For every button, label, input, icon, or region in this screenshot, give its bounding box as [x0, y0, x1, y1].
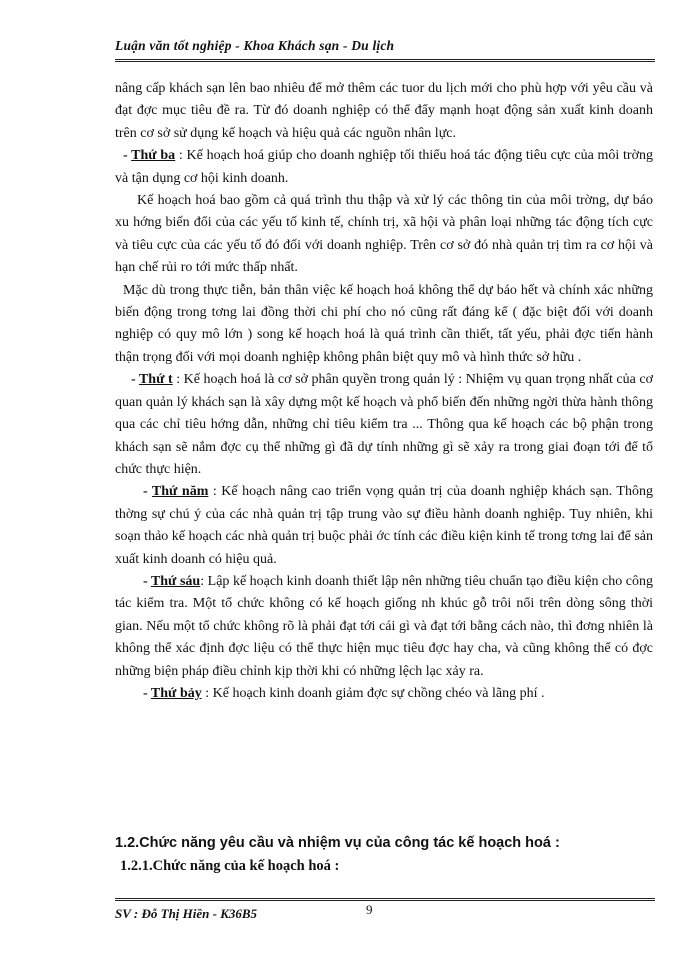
- ordinal-label: Thứ bảy: [150, 685, 202, 701]
- footer-rule: [115, 898, 655, 899]
- paragraph: [115, 190, 653, 280]
- paragraph: [115, 78, 653, 145]
- paragraph-text: : Kế hoạch nâng cao triển vọng quản trị của doanh nghiệp khách sạn. Thông thờng sự chú ý của các nhà quản trị tập trung vào sự điều hành doanh nghiệp. Tuy nhiên, khi soạn thảo kế hoạch các nhà quản trị buộc phải ớc tính các điều kiện kinh tế trong tơng lai để sản xuất kinh doanh có hiệu quả.: [115, 484, 653, 567]
- paragraph-text: : Kế hoạch hoá giúp cho doanh nghiệp tối thiểu hoá tác động tiêu cực của môi trờng và tận dụng cơ hội kinh doanh.: [115, 148, 653, 186]
- paragraph: [115, 481, 653, 571]
- paragraph: [115, 280, 653, 370]
- paragraph: [115, 145, 653, 190]
- ordinal-label: Thứ sáu: [150, 573, 201, 589]
- section-heading: 1.2.Chức năng yêu cầu và nhiệm vụ của công tác kế hoạch hoá :: [115, 835, 560, 851]
- page-number: 9: [366, 902, 373, 917]
- paragraph: [115, 571, 653, 683]
- paragraph-text: : Kế hoạch hoá là cơ sở phân quyền trong quản lý : Nhiệm vụ quan trọng nhất của cơ quan quản lý khách sạn là xây dựng một kế hoạch và phổ biến đến những ngời thừa hành thông qua các chỉ tiêu hớng dẫn, những chỉ tiêu kiểm tra ... Thông qua kế hoạch các bộ phận trong khách sạn sẽ nắm đợc cụ thể những gì đã dự tính những gì sẽ xảy ra trong giai đoạn tới để tổ chức thực hiện.: [115, 372, 654, 477]
- paragraph-text: : Kế hoạch kinh doanh giảm đợc sự chồng chéo và lãng phí .: [201, 685, 545, 701]
- document-body: [115, 78, 653, 705]
- paragraph-text: nâng cấp khách sạn lên bao nhiêu để mở thêm các tuor du lịch mới cho phù hợp với yêu cầu và đạt đợc mục tiêu đề ra. Từ đó doanh nghiệp có thể đẩy mạnh hoạt động sản xuất kinh doanh trên cơ sở sử dụng kế hoạch và hiệu quả các nguồn nhân lực.: [115, 81, 653, 141]
- subsection-heading: 1.2.1.Chức năng của kế hoạch hoá :: [120, 858, 340, 874]
- paragraph: [115, 369, 653, 481]
- paragraph-text: : Lập kế hoạch kinh doanh thiết lập nên những tiêu chuẩn tạo điều kiện cho công tác kiểm tra. Một tổ chức không có kế hoạch giống nh khúc gỗ trôi nổi trên dòng sông thời gian. Nếu một tổ chức không rõ là phải đạt tới cái gì và đạt tới bằng cách nào, thì đơng nhiên là không thể xác định đợc liệu có thể thực hiện mục tiêu đợc hay cha, và cũng không thể có đợc những biện pháp điều chỉnh kịp thời khi có những lệch lạc xảy ra.: [115, 573, 653, 679]
- paragraph-text: Mặc dù trong thực tiễn, bản thân việc kế hoạch hoá không thể dự báo hết và chính xác những biến động trong tơng lai đồng thời chi phí cho nó cũng rất đáng kể ( đặc biệt đối với doanh nghiệp có quy mô lớn ) song kế hoạch hoá là quá trình cần thiết, tất yếu, phải đợc tiến hành thận trọng đối với mọi doanh nghiệp không phân biệt quy mô và hình thức sở hữu .: [115, 282, 653, 365]
- bullet-dash: -: [131, 372, 139, 388]
- ordinal-label: Thứ năm: [151, 484, 209, 500]
- bullet-dash: -: [143, 573, 151, 589]
- header-rule-double: [115, 61, 655, 62]
- ordinal-label: Thứ ba: [131, 148, 176, 164]
- paragraph-text: Kế hoạch hoá bao gồm cả quá trình thu thập và xử lý các thông tin của môi trờng, dự báo xu hớng biến đổi của các yếu tố kinh tế, chính trị, xã hội và phân loại những tác động tích cực và tiêu cực của các yếu tố đó đối với doanh nghiệp. Trên cơ sở đó nhà quản trị tìm ra cơ hội và hạn chế rủi ro tới mức thấp nhất.: [115, 193, 653, 276]
- footer-rule-double: [115, 900, 655, 901]
- paragraph: [115, 683, 653, 705]
- bullet-dash: -: [143, 484, 152, 500]
- bullet-dash: -: [123, 148, 132, 164]
- header-rule: [115, 59, 655, 60]
- page-header: Luận văn tốt nghiệp - Khoa Khách sạn - Du lịch: [115, 38, 395, 53]
- ordinal-label: Thứ t: [138, 372, 173, 388]
- bullet-dash: -: [143, 685, 151, 701]
- footer-author: SV : Đỗ Thị Hiền - K36B5: [115, 906, 258, 921]
